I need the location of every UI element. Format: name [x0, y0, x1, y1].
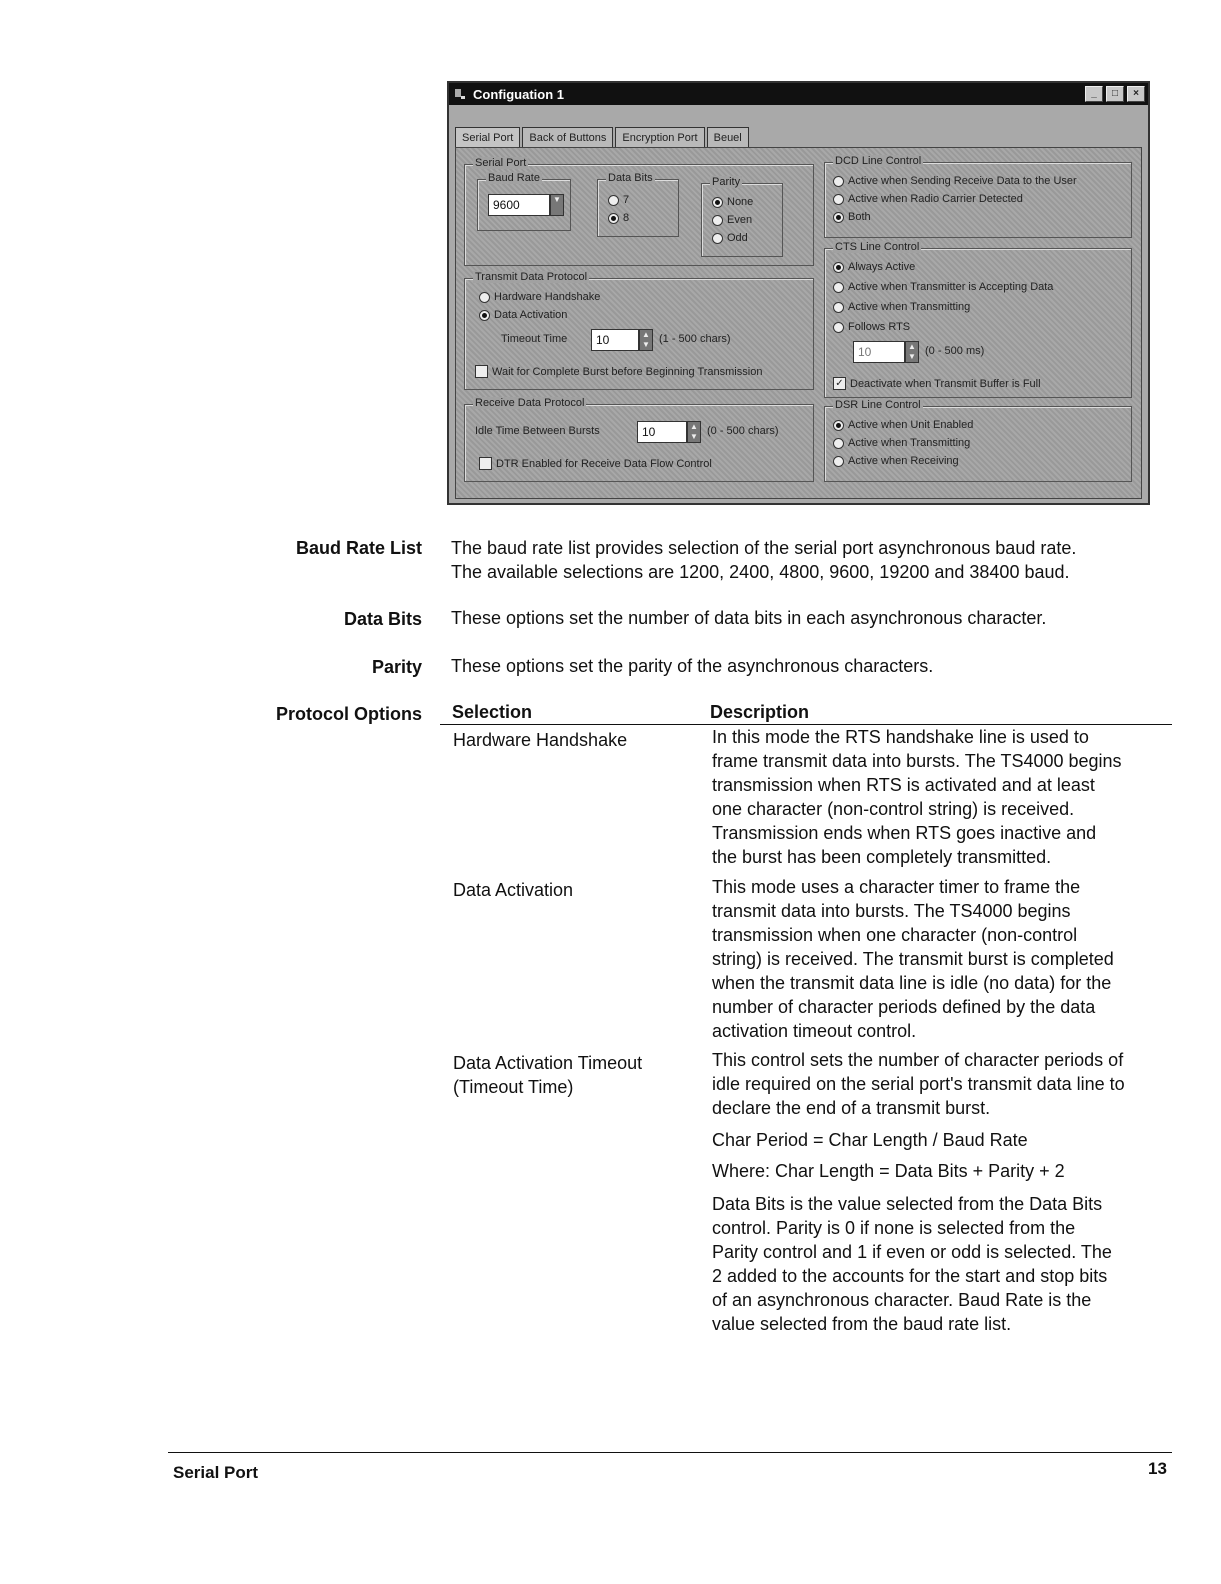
table-row-selection: Hardware Handshake	[453, 730, 628, 750]
formula-char-period: Char Period = Char Length / Baud Rate	[712, 1130, 1028, 1150]
cts-option-1-radio[interactable]	[833, 261, 915, 273]
option-label: Active when Transmitter is Accepting Data	[848, 281, 1054, 293]
option-label: Follows RTS	[848, 321, 911, 333]
text-line: The available selections are 1200, 2400, 4800, 9600, 19200 and 38400 baud.	[451, 562, 1070, 582]
option-label: Active when Unit Enabled	[848, 419, 974, 431]
text-line: the burst has been completely transmitted.	[712, 847, 1052, 867]
dsr-control-group	[824, 399, 1132, 482]
radio-icon	[712, 215, 723, 226]
text-line: value selected from the baud rate list.	[712, 1314, 1012, 1334]
radio-icon	[833, 194, 844, 205]
parity-none-radio[interactable]	[712, 196, 753, 208]
option-label: Odd	[727, 232, 748, 244]
parity-text: These options set the parity of the asynchronous characters.	[451, 656, 934, 676]
option-label: Active when Receiving	[848, 455, 959, 467]
timeout-time-label: Timeout Time	[501, 333, 568, 345]
option-label: Even	[727, 214, 753, 226]
idle-range: (0 - 500 chars)	[707, 425, 779, 437]
text-line: This control sets the number of character periods of	[712, 1050, 1124, 1070]
radio-icon	[833, 302, 844, 313]
idle-time-input[interactable]: 10	[637, 421, 687, 443]
group-title: Receive Data Protocol	[475, 397, 585, 409]
dcd-option-1-radio[interactable]	[833, 175, 1077, 187]
app-icon	[453, 87, 467, 101]
timeout-range: (1 - 500 chars)	[659, 333, 731, 345]
dcd-option-3-radio[interactable]	[833, 211, 871, 223]
radio-icon	[833, 456, 844, 467]
text-line: declare the end of a transmit burst.	[712, 1098, 991, 1118]
option-label: Active when Transmitting	[848, 437, 971, 449]
option-label: Data Activation	[494, 309, 568, 321]
text-line: when the transmit data line is idle (no data) for the	[712, 973, 1112, 993]
text-line: 2 added to the accounts for the start and stop bits	[712, 1266, 1108, 1286]
option-label: 7	[623, 194, 630, 206]
text-line: number of character periods defined by the data	[712, 997, 1096, 1017]
wait-complete-burst-checkbox[interactable]	[475, 365, 762, 378]
transmit-protocol-group	[464, 271, 814, 390]
option-label: Both	[848, 211, 871, 223]
baud-rate-select[interactable]: 9600	[488, 194, 550, 216]
column-header-selection: Selection	[452, 702, 533, 722]
text-line: The baud rate list provides selection of the serial port asynchronous baud rate.	[451, 538, 1077, 558]
page-number: 13	[1148, 1459, 1167, 1478]
cts-delay-input[interactable]: 10	[853, 341, 905, 363]
checkmark-icon: ✓	[833, 377, 846, 390]
cts-delay-range: (0 - 500 ms)	[925, 345, 985, 357]
data-bits-8-radio[interactable]	[608, 212, 629, 224]
text-line: frame transmit data into bursts. The TS4000 begins	[712, 751, 1122, 771]
option-label: Deactivate when Transmit Buffer is Full	[850, 377, 1041, 390]
text-line: control. Parity is 0 if none is selected from the	[712, 1218, 1076, 1238]
data-bits-heading: Data Bits	[343, 609, 422, 629]
text-line: (Timeout Time)	[453, 1077, 574, 1097]
data-bits-group	[597, 172, 679, 237]
dsr-option-3-radio[interactable]	[833, 455, 959, 467]
window-titlebar	[449, 83, 1148, 105]
option-label: DTR Enabled for Receive Data Flow Control	[496, 457, 712, 470]
group-title: Transmit Data Protocol	[475, 271, 588, 283]
spinner-icon[interactable]: ▲ ▼	[639, 329, 653, 351]
deactivate-buffer-full-checkbox[interactable]	[833, 377, 1041, 390]
table-row-description	[712, 725, 1172, 869]
checkbox-icon	[475, 365, 488, 378]
protocol-table-header	[440, 702, 1172, 725]
baud-rate-heading: Baud Rate List	[295, 538, 422, 558]
serial-port-group	[464, 157, 814, 266]
dcd-control-group	[824, 155, 1132, 238]
radio-icon	[833, 438, 844, 449]
radio-icon	[833, 176, 844, 187]
formula-note	[712, 1192, 1172, 1336]
dcd-option-2-radio[interactable]	[833, 193, 1023, 205]
dsr-option-1-radio[interactable]	[833, 419, 973, 431]
radio-selected-icon	[833, 212, 844, 223]
text-line: In this mode the RTS handshake line is used to	[712, 727, 1089, 747]
radio-selected-icon	[479, 310, 490, 321]
option-label: 8	[623, 212, 630, 224]
table-row-selection: Data Activation	[453, 880, 574, 900]
text-line: transmit data into bursts. The TS4000 begins	[712, 901, 1071, 921]
spinner-icon[interactable]: ▲ ▼	[905, 341, 919, 363]
option-label: Active when Transmitting	[848, 301, 971, 313]
option-label: Active when Radio Carrier Detected	[848, 193, 1023, 205]
option-label: Wait for Complete Burst before Beginning Transmission	[492, 365, 763, 378]
protocol-heading: Protocol Options	[276, 704, 422, 724]
group-title: CTS Line Control	[835, 241, 920, 253]
group-title: Serial Port	[475, 157, 527, 169]
cts-option-2-radio[interactable]	[833, 281, 1053, 293]
baud-rate-text	[451, 536, 1076, 584]
parity-heading: Parity	[371, 657, 422, 677]
close-icon[interactable]: ×	[1127, 86, 1145, 102]
text-line: Parity control and 1 if even or odd is selected. The	[712, 1242, 1112, 1262]
radio-selected-icon	[608, 213, 619, 224]
dropdown-arrow-icon[interactable]: ▼	[550, 194, 564, 216]
parity-even-radio[interactable]	[712, 214, 752, 226]
cts-control-group	[824, 241, 1132, 398]
hardware-handshake-radio[interactable]	[479, 291, 600, 303]
radio-icon	[833, 322, 844, 333]
radio-selected-icon	[833, 420, 844, 431]
baud-rate-group	[477, 172, 571, 231]
text-line: one character (non-control string) is received.	[712, 799, 1075, 819]
spinner-icon[interactable]: ▲ ▼	[687, 421, 701, 443]
option-label: Always Active	[848, 261, 916, 273]
parity-odd-radio[interactable]	[712, 232, 748, 244]
formula-char-length: Where: Char Length = Data Bits + Parity + 2	[712, 1161, 1065, 1181]
option-label: None	[727, 196, 754, 208]
text-line: transmission when one character (non-control	[712, 925, 1078, 945]
option-label: Hardware Handshake	[494, 291, 601, 303]
cts-option-4-radio[interactable]	[833, 321, 910, 333]
window-title: Configuation 1	[473, 86, 564, 102]
text-line: This mode uses a character timer to frame the	[712, 877, 1081, 897]
baud-rate-label: Baud Rate	[488, 172, 540, 184]
minimize-icon[interactable]: _	[1085, 86, 1103, 102]
radio-selected-icon	[833, 262, 844, 273]
table-row-selection	[453, 1051, 642, 1099]
text-line: activation timeout control.	[712, 1021, 917, 1041]
footer-section-name: Serial Port	[173, 1463, 259, 1482]
text-line: Transmission ends when RTS goes inactive and	[712, 823, 1097, 843]
radio-icon	[833, 282, 844, 293]
footer-divider	[168, 1452, 1172, 1453]
table-row-description	[712, 1048, 1172, 1120]
text-line: string) is received. The transmit burst is completed	[712, 949, 1114, 969]
receive-protocol-group	[464, 397, 814, 482]
text-line: Data Bits is the value selected from the Data Bits	[712, 1194, 1103, 1214]
data-bits-7-radio[interactable]	[608, 194, 629, 206]
dtr-enabled-checkbox[interactable]	[479, 457, 712, 470]
dsr-option-2-radio[interactable]	[833, 437, 970, 449]
data-activation-radio[interactable]	[479, 309, 567, 321]
text-line: Data Activation Timeout	[453, 1053, 643, 1073]
tab-encryption-port[interactable]: Encryption Port	[615, 127, 704, 148]
maximize-icon[interactable]: □	[1106, 86, 1124, 102]
parity-label: Parity	[712, 176, 741, 188]
text-line: of an asynchronous character. Baud Rate is the	[712, 1290, 1092, 1310]
cts-option-3-radio[interactable]	[833, 301, 970, 313]
tab-panel	[455, 147, 1142, 499]
timeout-time-input[interactable]: 10	[591, 329, 639, 351]
column-header-description: Description	[710, 702, 810, 722]
group-title: DSR Line Control	[835, 399, 921, 411]
table-row-description	[712, 875, 1172, 1043]
data-bits-text: These options set the number of data bits in each asynchronous character.	[451, 608, 1047, 628]
tab-serial-port[interactable]: Serial Port	[455, 127, 520, 148]
tab-fourth[interactable]: Beuel	[707, 127, 749, 148]
text-line: transmission when RTS is activated and at least	[712, 775, 1095, 795]
data-bits-label: Data Bits	[608, 172, 653, 184]
radio-icon	[712, 233, 723, 244]
radio-selected-icon	[712, 197, 723, 208]
radio-icon	[479, 292, 490, 303]
idle-time-label: Idle Time Between Bursts	[475, 425, 600, 437]
tab-back-of-buttons[interactable]: Back of Buttons	[522, 127, 613, 148]
parity-group	[701, 176, 783, 257]
option-label: Active when Sending Receive Data to the User	[848, 175, 1077, 187]
checkbox-icon	[479, 457, 492, 470]
group-title: DCD Line Control	[835, 155, 922, 167]
tab-strip	[455, 127, 751, 148]
text-line: idle required on the serial port's transmit data line to	[712, 1074, 1125, 1094]
configuration-window	[447, 81, 1150, 505]
radio-icon	[608, 195, 619, 206]
